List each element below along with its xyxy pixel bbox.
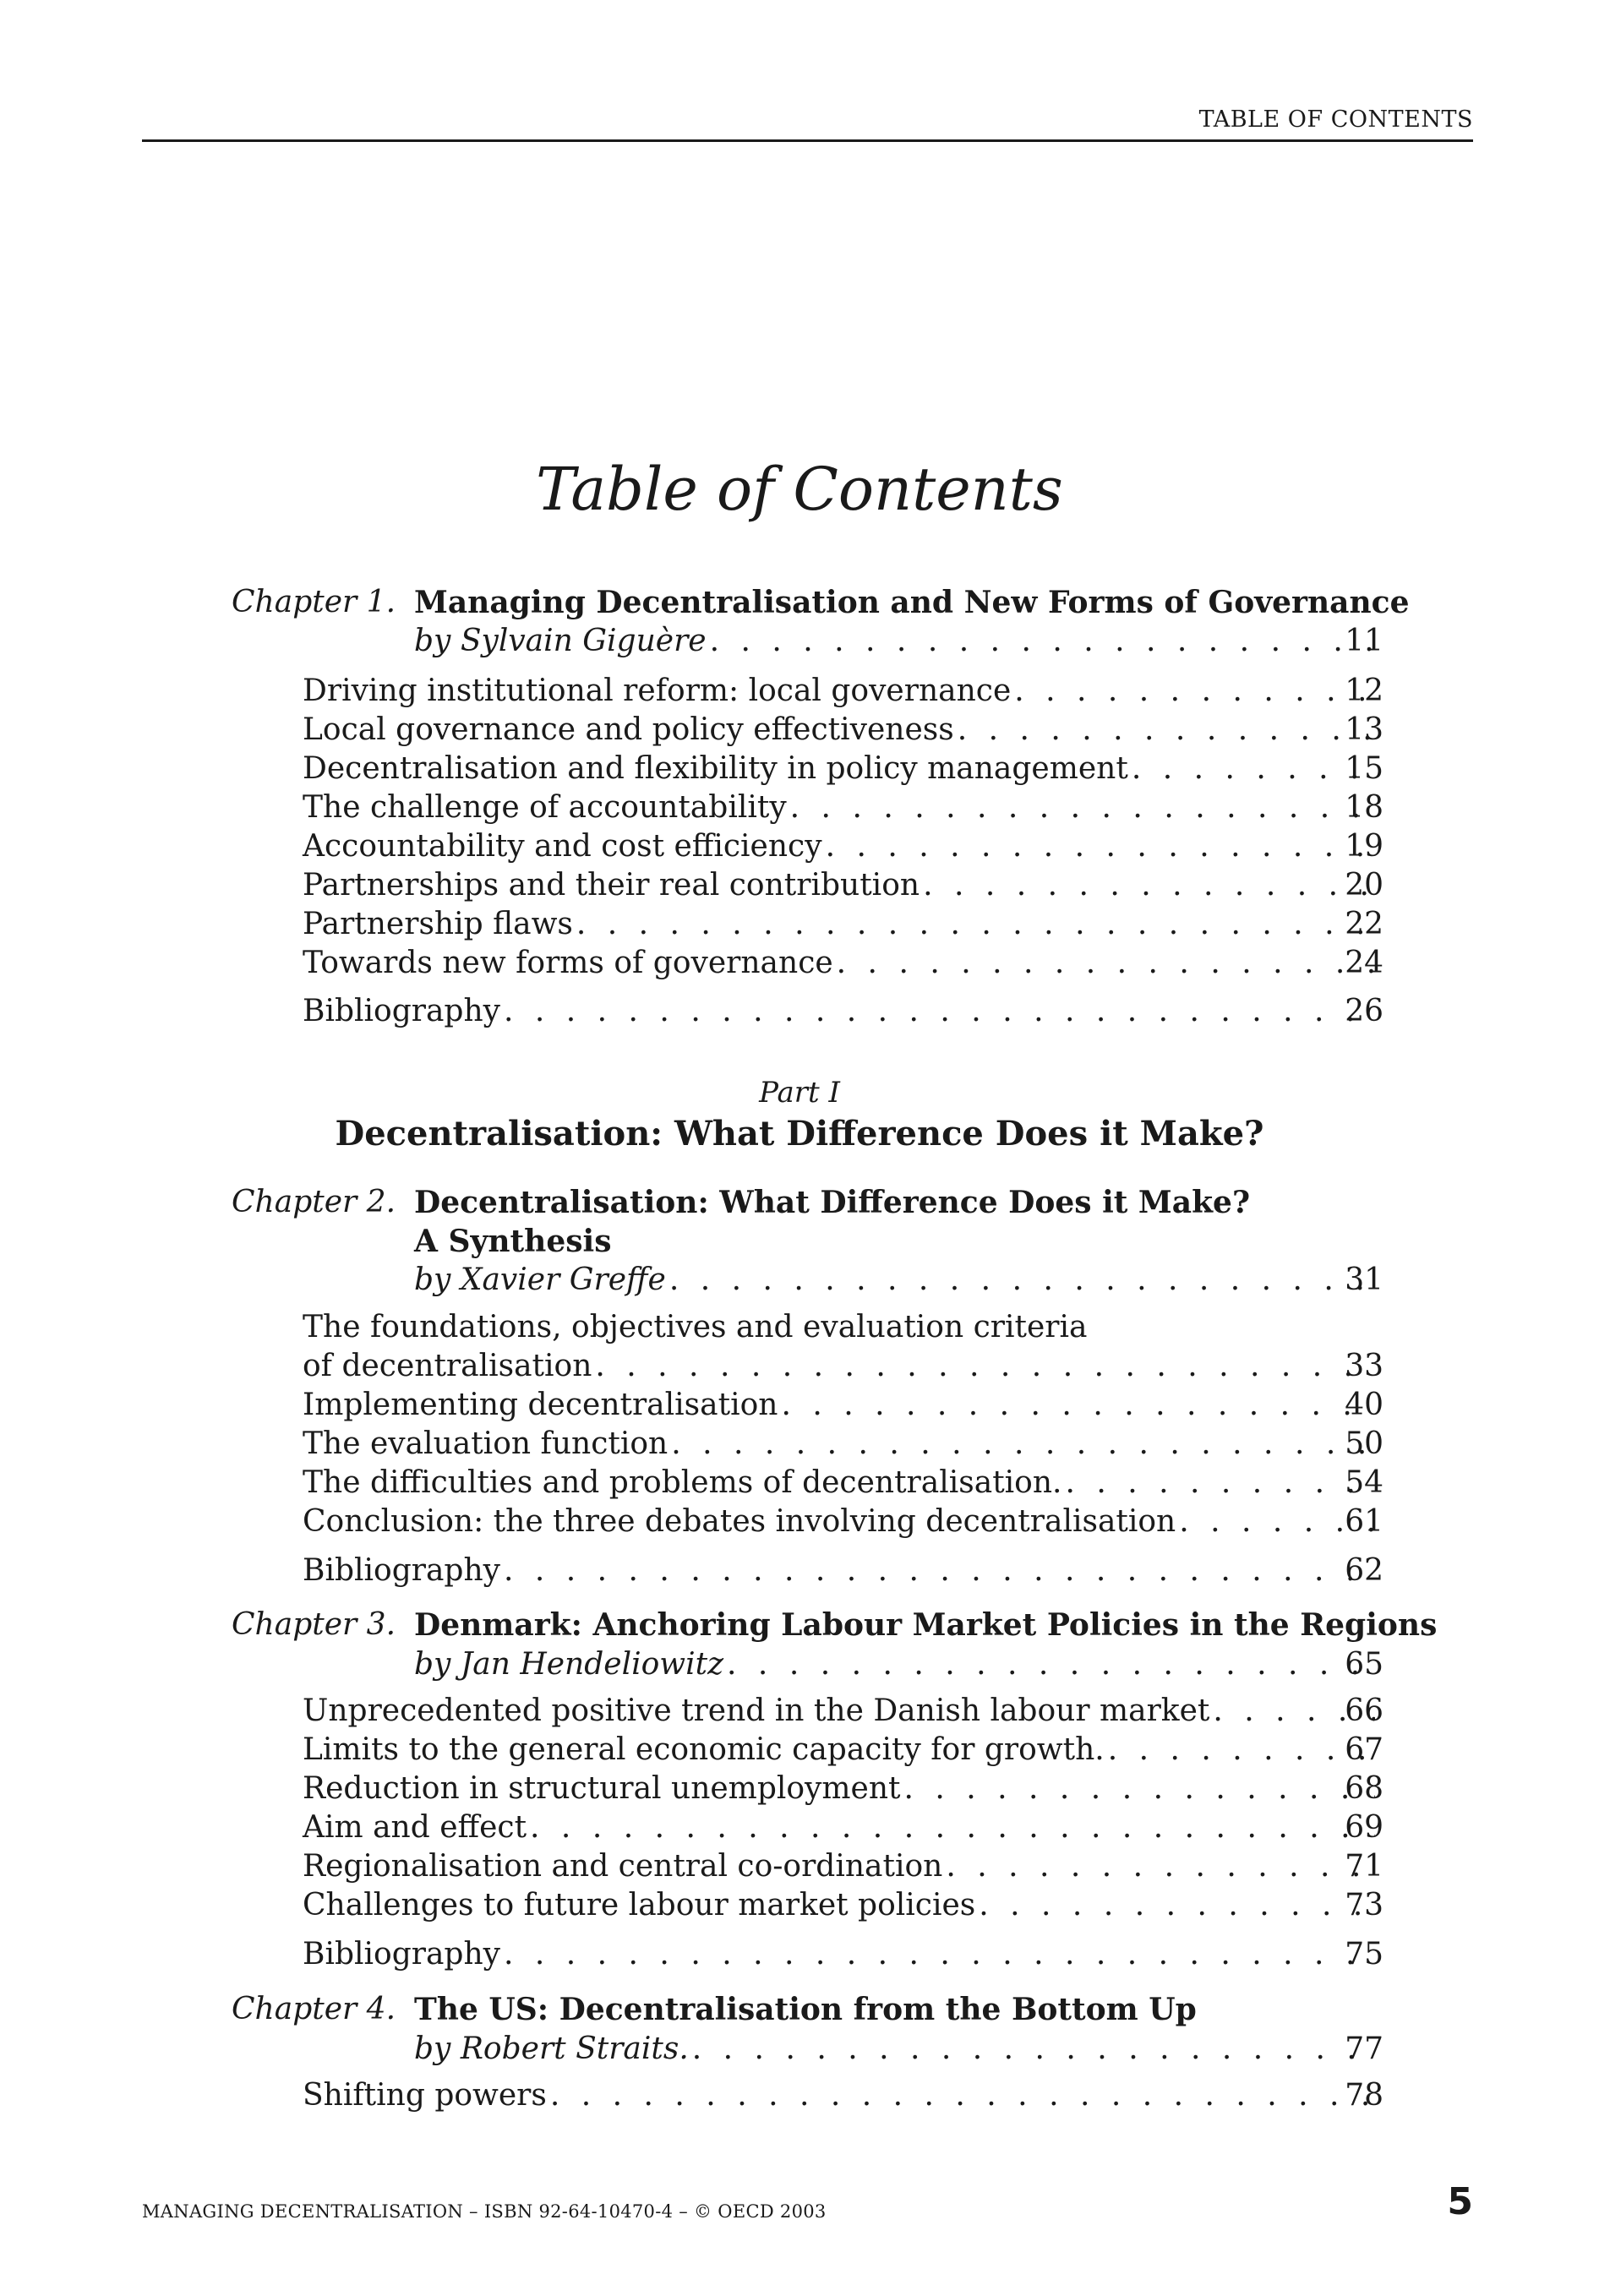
page-number-ref: 20 bbox=[1345, 868, 1383, 903]
toc-entry[interactable] bbox=[0, 1690, 1599, 1732]
dot-leader bbox=[530, 1807, 1375, 1849]
toc-entry[interactable] bbox=[0, 670, 1599, 712]
chapter-2-heading bbox=[0, 1181, 1599, 1224]
entry-label: Limits to the general economic capacity for growth. bbox=[303, 1732, 1105, 1767]
page-number-ref: 78 bbox=[1345, 2078, 1383, 2113]
entry-label: of decentralisation bbox=[303, 1349, 592, 1383]
header-rule bbox=[142, 139, 1473, 142]
chapter-3-author-entry[interactable] bbox=[0, 1644, 1599, 1686]
page-number-ref: 69 bbox=[1345, 1810, 1383, 1845]
page-number-ref: 22 bbox=[1345, 907, 1383, 941]
page-number-ref: 75 bbox=[1345, 1937, 1383, 1972]
chapter-title: Managing Decentralisation and New Forms of Governance bbox=[414, 585, 1410, 620]
dot-leader bbox=[923, 864, 1375, 907]
toc-entry[interactable] bbox=[0, 1345, 1599, 1388]
part-label: Part I bbox=[759, 1076, 840, 1110]
page-number-ref: 50 bbox=[1345, 1426, 1383, 1461]
page-number-ref: 77 bbox=[1345, 2031, 1383, 2066]
entry-label: The challenge of accountability bbox=[303, 790, 787, 825]
dot-leader bbox=[903, 1768, 1375, 1810]
page-number-ref: 40 bbox=[1345, 1388, 1383, 1422]
entry-label: The foundations, objectives and evaluation criteria bbox=[303, 1310, 1088, 1344]
page-number-ref: 13 bbox=[1345, 712, 1383, 747]
chapter-3-heading bbox=[0, 1604, 1599, 1646]
entry-label: Bibliography bbox=[303, 994, 500, 1028]
dot-leader bbox=[727, 1644, 1375, 1686]
entry-label: Challenges to future labour market policies bbox=[303, 1888, 976, 1922]
entry-label: Aim and effect bbox=[303, 1810, 527, 1845]
dot-leader bbox=[1014, 670, 1375, 712]
toc-entry[interactable] bbox=[0, 1846, 1599, 1888]
chapter-2-author-entry[interactable] bbox=[0, 1259, 1599, 1301]
entry-label: Reduction in structural unemployment bbox=[303, 1771, 901, 1806]
dot-leader bbox=[946, 1846, 1375, 1888]
author-name: by Sylvain Giguère bbox=[414, 624, 707, 658]
dot-leader bbox=[692, 2028, 1375, 2070]
toc-entry[interactable] bbox=[0, 1884, 1599, 1927]
page-number: 5 bbox=[1447, 2180, 1473, 2223]
toc-entry[interactable] bbox=[414, 2028, 1383, 2070]
entry-label: Bibliography bbox=[303, 1937, 500, 1972]
running-head: TABLE OF CONTENTS bbox=[1198, 106, 1473, 133]
chapter-title: Denmark: Anchoring Labour Market Policies in the Regions bbox=[414, 1607, 1438, 1643]
toc-entry[interactable] bbox=[0, 903, 1599, 946]
toc-entry[interactable] bbox=[0, 1384, 1599, 1426]
toc-entry[interactable] bbox=[0, 1501, 1599, 1543]
entry-label: Local governance and policy effectiveness bbox=[303, 712, 954, 747]
page-number-ref: 26 bbox=[1345, 994, 1383, 1028]
dot-leader bbox=[826, 826, 1375, 868]
toc-entry[interactable] bbox=[414, 1259, 1383, 1301]
dot-leader bbox=[710, 620, 1375, 663]
toc-entry[interactable] bbox=[0, 942, 1599, 984]
entry-label: Shifting powers bbox=[303, 2078, 547, 2113]
entry-label: Regionalisation and central co-ordination bbox=[303, 1849, 943, 1884]
chapter-title: The US: Decentralisation from the Bottom Up bbox=[414, 1992, 1197, 2027]
chapter-1-heading bbox=[0, 581, 1599, 624]
page-number-ref: 24 bbox=[1345, 946, 1383, 980]
page-number-ref: 68 bbox=[1345, 1771, 1383, 1806]
page-number-ref: 33 bbox=[1345, 1349, 1383, 1383]
page-number-ref: 73 bbox=[1345, 1888, 1383, 1922]
entry-label: Partnership flaws bbox=[303, 907, 573, 941]
dot-leader bbox=[550, 2075, 1375, 2117]
chapter-label: Chapter 4. bbox=[232, 1992, 396, 2026]
entry-label: Bibliography bbox=[303, 1553, 500, 1588]
dot-leader bbox=[576, 903, 1375, 946]
chapter-label: Chapter 1. bbox=[232, 585, 396, 619]
footer-text: MANAGING DECENTRALISATION – ISBN 92-64-10470-4 – © OECD 2003 bbox=[142, 2201, 827, 2222]
toc-entry[interactable] bbox=[0, 748, 1599, 790]
toc-entry-line1[interactable] bbox=[0, 1306, 1599, 1349]
chapter-title: Decentralisation: What Difference Does it Make? bbox=[414, 1185, 1251, 1220]
toc-entry[interactable] bbox=[0, 990, 1599, 1033]
entry-label: The evaluation function bbox=[303, 1426, 669, 1461]
chapter-label: Chapter 3. bbox=[232, 1607, 396, 1642]
toc-entry[interactable] bbox=[414, 620, 1383, 663]
toc-entry[interactable] bbox=[0, 1933, 1599, 1976]
page-number-ref: 19 bbox=[1345, 829, 1383, 864]
page-number-ref: 67 bbox=[1345, 1732, 1383, 1767]
chapter-4-author-entry[interactable] bbox=[0, 2028, 1599, 2070]
dot-leader bbox=[790, 787, 1375, 829]
toc-entry[interactable] bbox=[0, 1768, 1599, 1810]
chapter-4-heading bbox=[0, 1988, 1599, 2031]
dot-leader bbox=[504, 990, 1375, 1033]
toc-entry[interactable] bbox=[0, 1807, 1599, 1849]
toc-entry[interactable] bbox=[0, 1550, 1599, 1592]
dot-leader bbox=[979, 1884, 1375, 1927]
page-number-ref: 66 bbox=[1345, 1693, 1383, 1728]
page-title: Table of Contents bbox=[536, 455, 1063, 524]
entry-label: Decentralisation and flexibility in policy management bbox=[303, 751, 1128, 786]
toc-entry[interactable] bbox=[0, 1729, 1599, 1771]
page-number-ref: 11 bbox=[1345, 624, 1383, 658]
entry-label: Implementing decentralisation bbox=[303, 1388, 778, 1422]
dot-leader bbox=[837, 942, 1375, 984]
toc-entry[interactable] bbox=[0, 864, 1599, 907]
dot-leader bbox=[669, 1259, 1375, 1301]
dot-leader bbox=[671, 1423, 1375, 1465]
author-name: by Jan Hendeliowitz bbox=[414, 1647, 724, 1682]
page-number-ref: 65 bbox=[1345, 1647, 1383, 1682]
entry-label: Towards new forms of governance bbox=[303, 946, 833, 980]
page-number-ref: 31 bbox=[1345, 1263, 1383, 1297]
entry-label: Unprecedented positive trend in the Danish labour market bbox=[303, 1693, 1210, 1728]
dot-leader bbox=[781, 1384, 1375, 1426]
dot-leader bbox=[595, 1345, 1375, 1388]
page-number-ref: 61 bbox=[1345, 1504, 1383, 1539]
entry-label: Accountability and cost efficiency bbox=[303, 829, 822, 864]
entry-label: Driving institutional reform: local governance bbox=[303, 674, 1012, 708]
chapter-1-author-entry[interactable] bbox=[0, 620, 1599, 663]
page-number-ref: 54 bbox=[1345, 1465, 1383, 1500]
chapter-2-heading-line2 bbox=[0, 1220, 1599, 1263]
toc-entry[interactable] bbox=[0, 1462, 1599, 1504]
entry-label: Conclusion: the three debates involving decentralisation bbox=[303, 1504, 1176, 1539]
chapter-label: Chapter 2. bbox=[232, 1185, 396, 1219]
dot-leader bbox=[504, 1550, 1375, 1592]
author-name: by Xavier Greffe bbox=[414, 1263, 666, 1297]
dot-leader bbox=[958, 709, 1375, 751]
toc-entry[interactable] bbox=[0, 1423, 1599, 1465]
page-number-ref: 12 bbox=[1345, 674, 1383, 708]
toc-entry[interactable] bbox=[414, 1644, 1383, 1686]
toc-entry[interactable] bbox=[0, 826, 1599, 868]
page-number-ref: 71 bbox=[1345, 1849, 1383, 1884]
toc-entry[interactable] bbox=[0, 787, 1599, 829]
entry-label: Partnerships and their real contribution bbox=[303, 868, 920, 903]
author-name: by Robert Straits. bbox=[414, 2031, 689, 2066]
part-title: Decentralisation: What Difference Does it Make? bbox=[335, 1114, 1264, 1153]
toc-entry[interactable] bbox=[0, 709, 1599, 751]
entry-label: The difficulties and problems of decentralisation. bbox=[303, 1465, 1062, 1500]
page-number-ref: 15 bbox=[1345, 751, 1383, 786]
page-number-ref: 18 bbox=[1345, 790, 1383, 825]
chapter-title: A Synthesis bbox=[414, 1224, 612, 1259]
page-number-ref: 62 bbox=[1345, 1553, 1383, 1588]
dot-leader bbox=[504, 1933, 1375, 1976]
toc-entry[interactable] bbox=[0, 2075, 1599, 2117]
